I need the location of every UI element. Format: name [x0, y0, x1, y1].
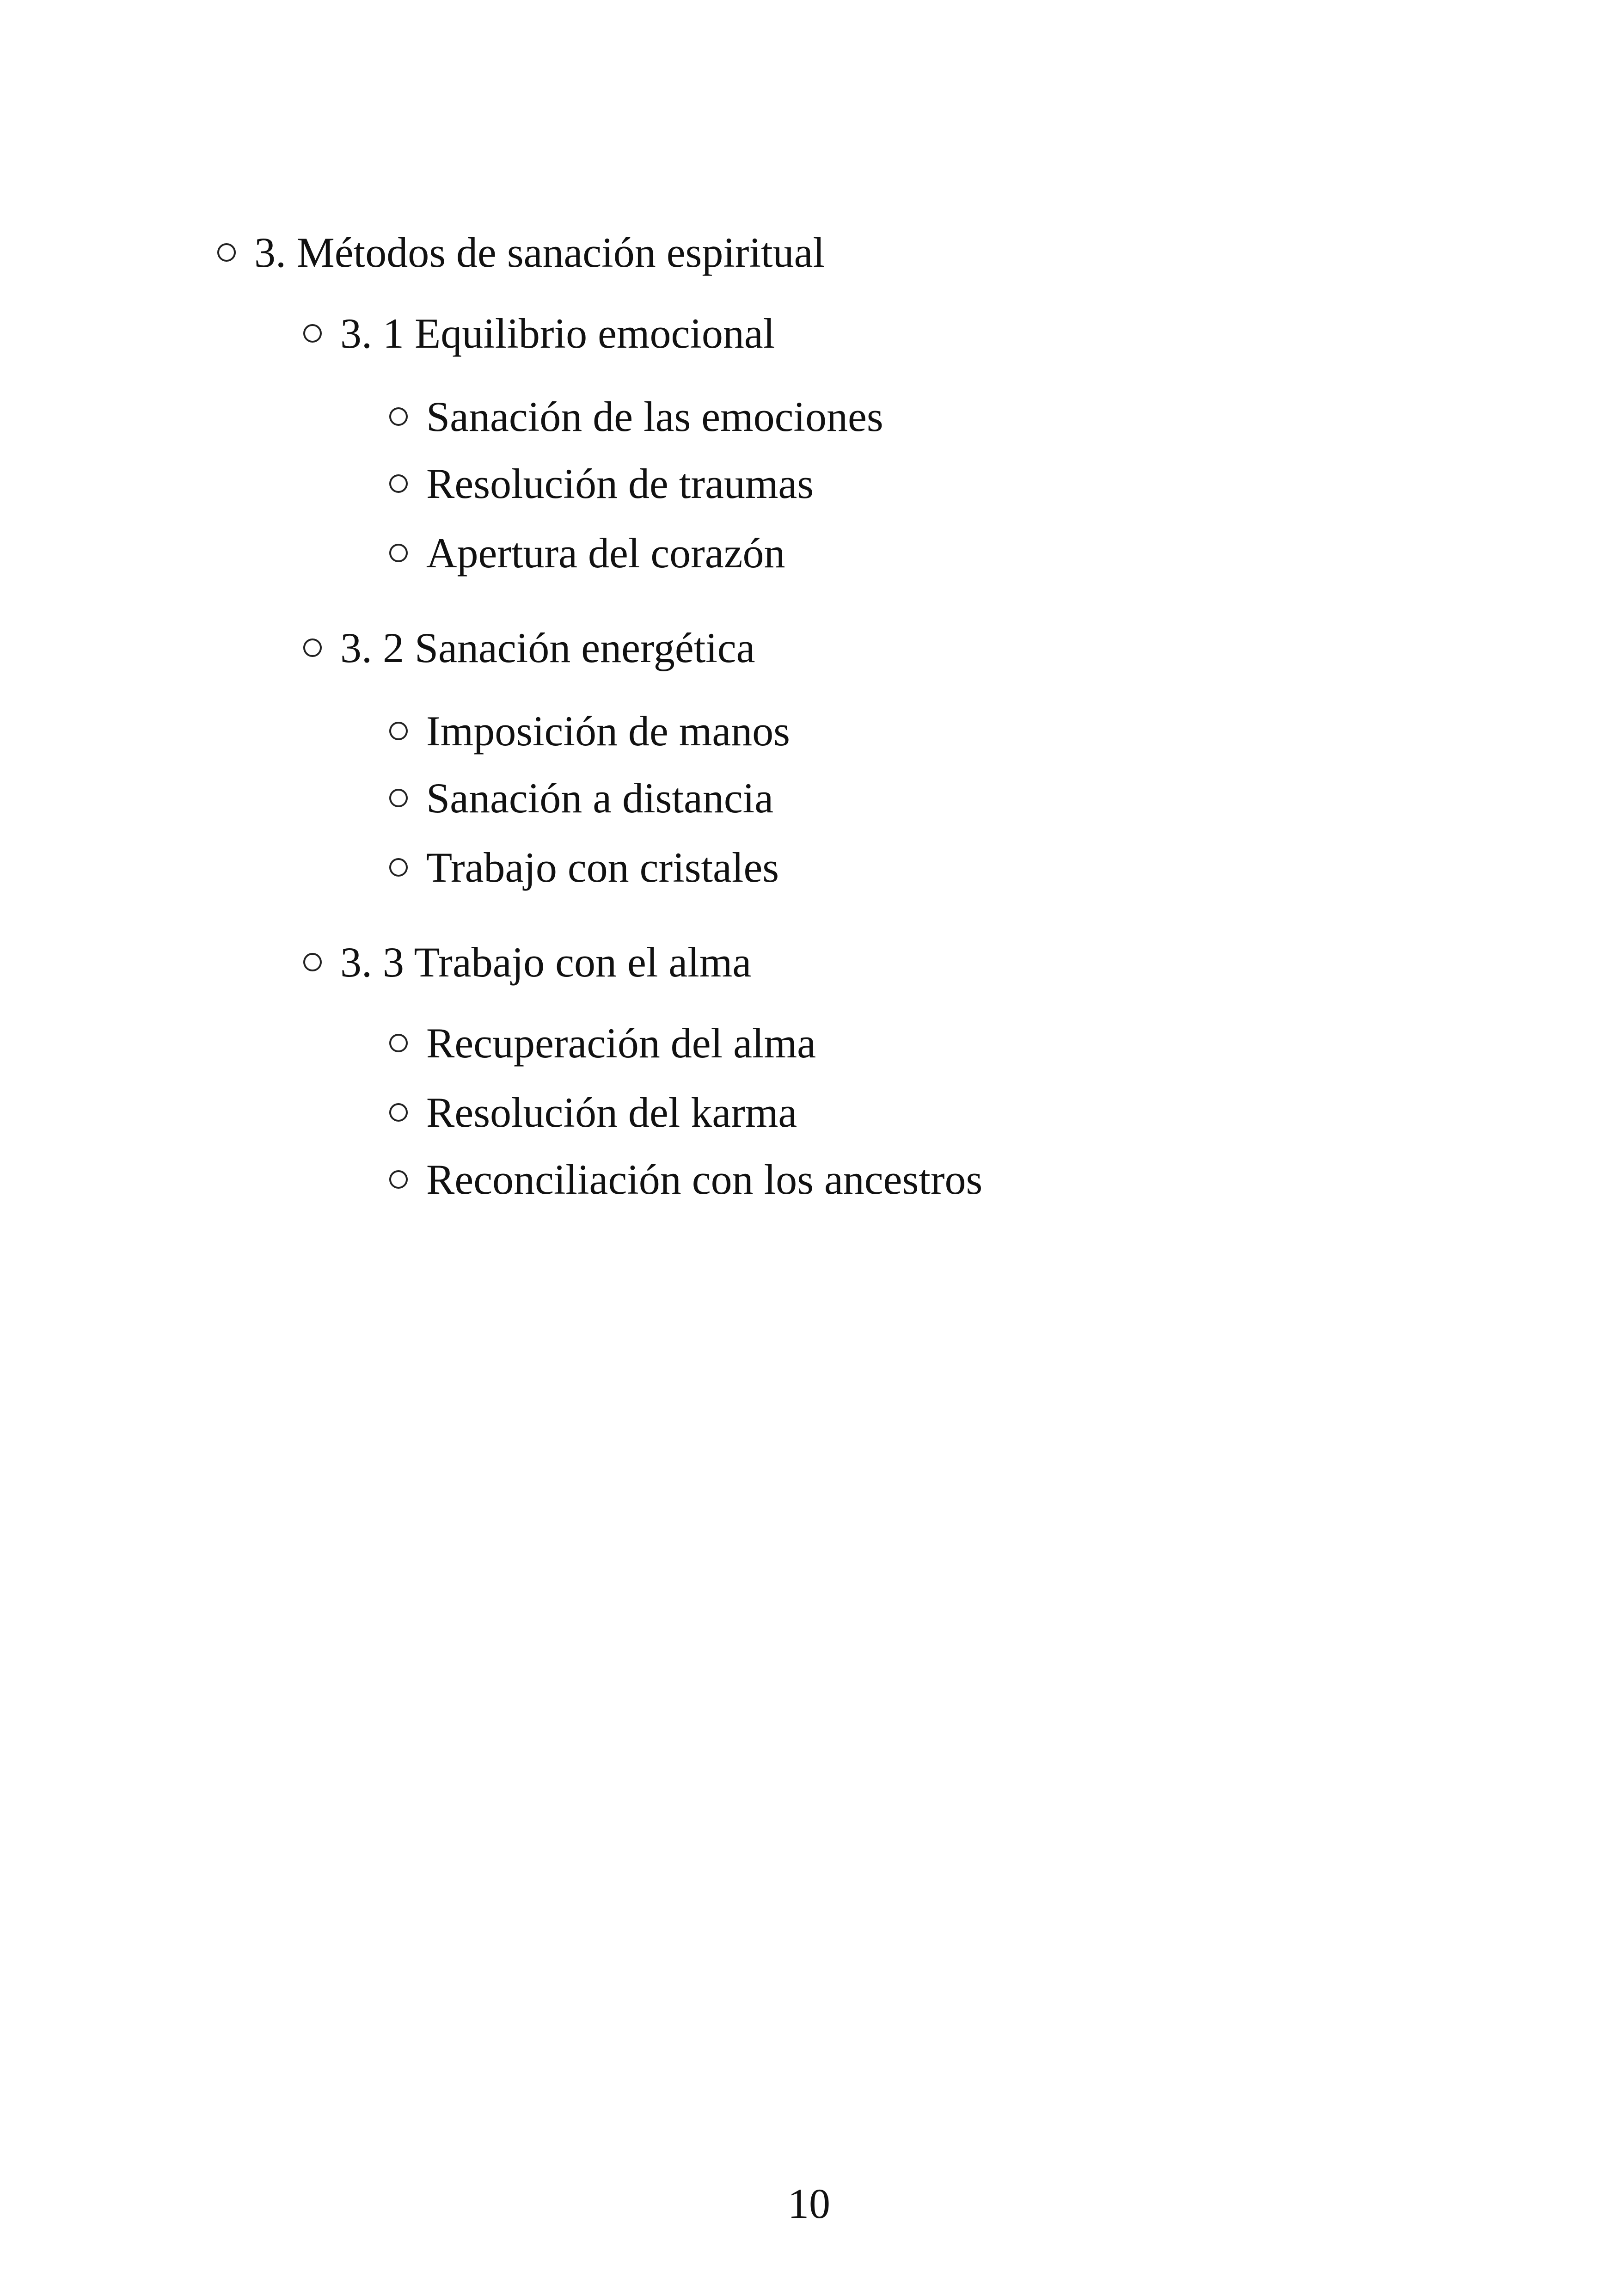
list-item: [389, 707, 790, 755]
list-item-text: Resolución de traumas: [426, 460, 814, 507]
hollow-bullet-icon: [389, 1103, 408, 1122]
hollow-bullet-icon: [389, 1170, 408, 1189]
hollow-bullet-icon: [389, 544, 408, 562]
list-item-text: Sanación de las emociones: [426, 393, 883, 440]
hollow-bullet-icon: [389, 789, 408, 807]
list-item-text: Reconciliación con los ancestros: [426, 1156, 983, 1203]
hollow-bullet-icon: [217, 243, 236, 262]
list-item-text: Imposición de manos: [426, 707, 790, 755]
list-item: [389, 846, 779, 889]
list-item-text: Sanación a distancia: [426, 774, 774, 822]
section-title-text: 3. 3 Trabajo con el alma: [340, 939, 752, 986]
list-item-text: Resolución del karma: [426, 1089, 797, 1136]
hollow-bullet-icon: [303, 324, 322, 343]
list-item: [389, 1158, 982, 1201]
outline-heading: [217, 231, 825, 274]
section-title-text: 3. 1 Equilibrio emocional: [340, 310, 775, 357]
list-item-text: Trabajo con cristales: [426, 844, 779, 891]
list-item-text: Apertura del corazón: [426, 529, 785, 577]
hollow-bullet-icon: [389, 722, 408, 740]
page-number: 10: [788, 2180, 830, 2227]
hollow-bullet-icon: [389, 858, 408, 877]
outline-heading-text: 3. Métodos de sanación espiritual: [254, 229, 825, 276]
section-title-text: 3. 2 Sanación energética: [340, 624, 755, 671]
list-item-text: Recuperación del alma: [426, 1019, 816, 1067]
hollow-bullet-icon: [389, 407, 408, 426]
list-item: [389, 529, 785, 577]
list-item: [389, 1091, 797, 1134]
list-item: [389, 462, 814, 505]
hollow-bullet-icon: [303, 953, 322, 971]
section-title: [303, 939, 752, 986]
list-item: [389, 774, 774, 822]
list-item: [389, 395, 883, 438]
hollow-bullet-icon: [389, 474, 408, 493]
section-title: [303, 312, 775, 355]
section-title: [303, 626, 755, 669]
hollow-bullet-icon: [389, 1034, 408, 1052]
hollow-bullet-icon: [303, 638, 322, 657]
list-item: [389, 1019, 816, 1067]
